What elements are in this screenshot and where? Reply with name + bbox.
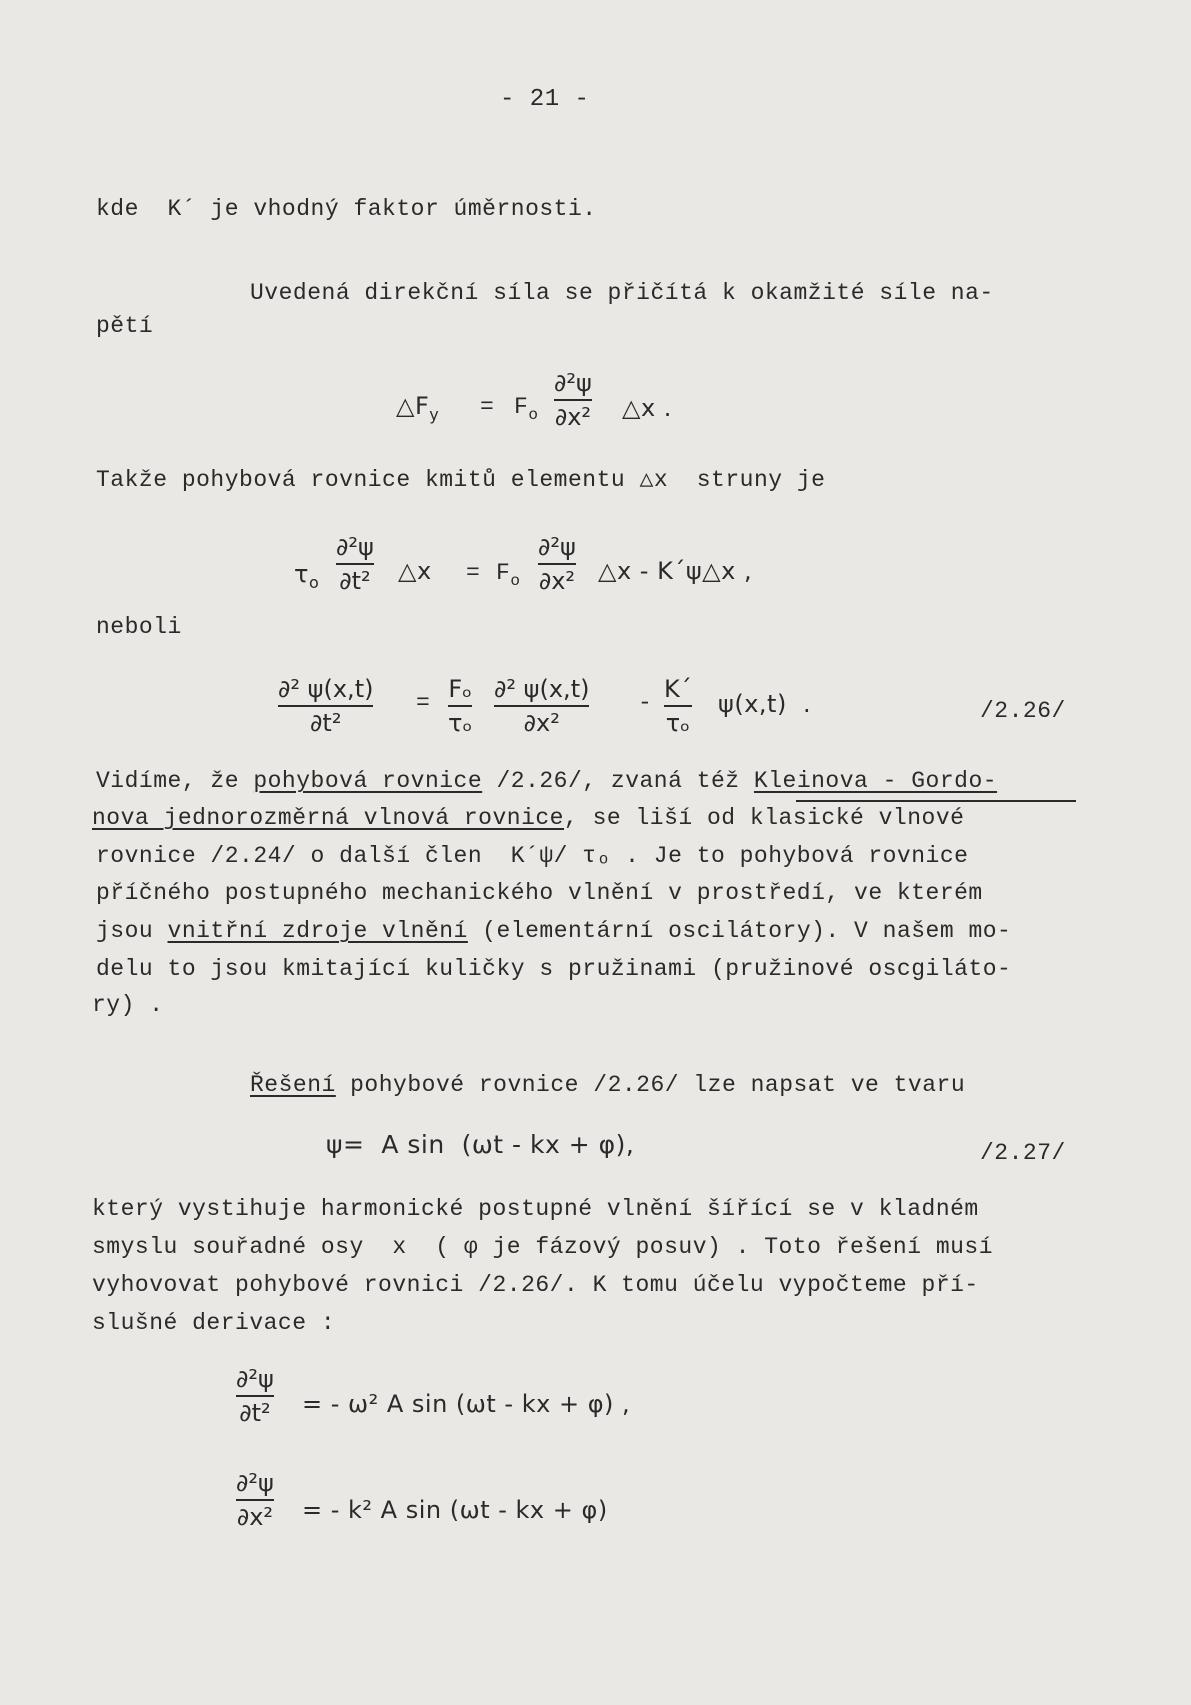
eq1-lhs: △F xyxy=(396,392,430,420)
eq2-coef-sub: o xyxy=(510,572,521,590)
eq1-rest: △x . xyxy=(622,394,672,422)
fraction-bar xyxy=(236,1395,274,1397)
eq1-coef: F xyxy=(514,394,529,420)
eq5-numerator: ∂²ψ xyxy=(236,1365,274,1393)
text-line: ry) . xyxy=(92,992,164,1018)
eq6-rhs: = - k² A sin (ωt - kx + φ) xyxy=(302,1496,608,1524)
eq3-numerator-3: ∂² ψ(x,t) xyxy=(494,675,590,703)
text-line: kde K´ je vhodný faktor úměrnosti. xyxy=(96,196,597,222)
eq2-dx: △x xyxy=(398,557,432,585)
underlined-term: Kleinova - Gordo- xyxy=(753,768,998,794)
text-line: jsou vnitřní zdroje vlnění (elementární oscilátory). V našem mo- xyxy=(96,918,1012,944)
fraction-bar xyxy=(336,563,374,565)
equation-label: /2.26/ xyxy=(980,698,1066,724)
eq5-fraction xyxy=(236,1364,274,1428)
text-line: pětí xyxy=(96,313,154,339)
underline-rule xyxy=(796,800,1076,802)
eq6-fraction xyxy=(236,1468,274,1532)
fraction-bar xyxy=(538,563,576,565)
text-line: Takže pohybová rovnice kmitů elementu △x struny je xyxy=(96,467,826,493)
eq3-tail: ψ(x,t) . xyxy=(718,690,812,718)
underlined-term: Řešení xyxy=(250,1072,336,1098)
eq3-numerator-4: K´ xyxy=(664,675,692,703)
text-line: nova jednorozměrná vlnová rovnice, se liší od klasické vlnové xyxy=(92,805,965,831)
eq1-fraction xyxy=(554,368,592,432)
underlined-term: vnitřní zdroje vlnění xyxy=(167,918,468,944)
eq3-numerator-2: Fₒ xyxy=(448,675,473,703)
equation-label: /2.27/ xyxy=(980,1140,1066,1166)
fraction-bar xyxy=(664,705,692,707)
text-line: slušné derivace : xyxy=(92,1310,336,1336)
eq6-denominator: ∂x² xyxy=(236,1503,274,1531)
text-line: rovnice /2.24/ o další člen K´ψ/ τₒ . Je to pohybová rovnice xyxy=(96,843,969,869)
eq1-denominator: ∂x² xyxy=(554,403,592,431)
underlined-term: nova jednorozměrná vlnová rovnice xyxy=(92,805,564,831)
text-line: smyslu souřadné osy x ( φ je fázový posuv) . Toto řešení musí xyxy=(92,1234,994,1260)
eq2-equals: = xyxy=(466,560,481,586)
eq1-lhs-sub: y xyxy=(429,405,440,424)
text-line: neboli xyxy=(96,614,182,640)
eq3-fraction-3 xyxy=(494,674,589,738)
fraction-bar xyxy=(554,399,592,401)
eq3-fraction-2 xyxy=(448,674,472,738)
eq2-fraction-2 xyxy=(538,532,576,596)
eq2-tau-sub: o xyxy=(308,573,320,592)
eq3-denominator-4: τₒ xyxy=(665,709,691,737)
text-line: Řešení pohybové rovnice /2.26/ lze napsat ve tvaru xyxy=(250,1072,966,1098)
eq4-text: ψ= A sin (ωt - kx + φ), xyxy=(326,1130,635,1159)
eq2-tau: τ xyxy=(294,560,309,588)
eq2-denominator-1: ∂t² xyxy=(339,567,371,595)
eq3-fraction-1 xyxy=(278,674,373,738)
eq2-numerator-2: ∂²ψ xyxy=(538,533,576,561)
eq3-denominator-3: ∂x² xyxy=(523,709,560,737)
text-line: Uvedená direkční síla se přičítá k okamžité síle na- xyxy=(250,280,994,306)
eq1-coef-sub: o xyxy=(528,406,539,424)
fraction-bar xyxy=(236,1499,274,1501)
eq3-fraction-4 xyxy=(664,674,692,738)
fraction-bar xyxy=(278,705,373,707)
page-number: - 21 - xyxy=(500,86,590,113)
fraction-bar xyxy=(448,705,472,707)
eq3-numerator-1: ∂² ψ(x,t) xyxy=(278,675,374,703)
eq2-denominator-2: ∂x² xyxy=(538,567,576,595)
eq3-denominator-1: ∂t² xyxy=(310,709,342,737)
eq6-numerator: ∂²ψ xyxy=(236,1469,274,1497)
eq1-equals: = xyxy=(480,394,495,420)
eq5-denominator: ∂t² xyxy=(239,1399,271,1427)
text-line: který vystihuje harmonické postupné vlnění šířící se v kladném xyxy=(92,1196,979,1222)
text-line: Vidíme, že pohybová rovnice /2.26/, zvaná též Kleinova - Gordo- xyxy=(96,768,998,794)
eq2-numerator-1: ∂²ψ xyxy=(336,533,374,561)
eq1-numerator: ∂²ψ xyxy=(554,369,592,397)
text-line: vyhovovat pohybové rovnici /2.26/. K tomu účelu vypočteme pří- xyxy=(92,1272,979,1298)
underlined-term: pohybová rovnice xyxy=(253,768,483,794)
text-line: příčného postupného mechanického vlnění v prostředí, ve kterém xyxy=(96,880,983,906)
eq3-equals: = xyxy=(416,690,431,716)
text-line: delu to jsou kmitající kuličky s pružinami (pružinové oscgiláto- xyxy=(96,956,1012,982)
eq2-coef: F xyxy=(496,560,511,586)
eq3-denominator-2: τₒ xyxy=(448,709,473,737)
eq2-rest: △x - K´ψ△x , xyxy=(598,557,753,585)
eq2-fraction-1 xyxy=(336,532,374,596)
eq3-minus: - xyxy=(638,690,653,716)
eq5-rhs: = - ω² A sin (ωt - kx + φ) , xyxy=(302,1390,631,1418)
fraction-bar xyxy=(494,705,589,707)
